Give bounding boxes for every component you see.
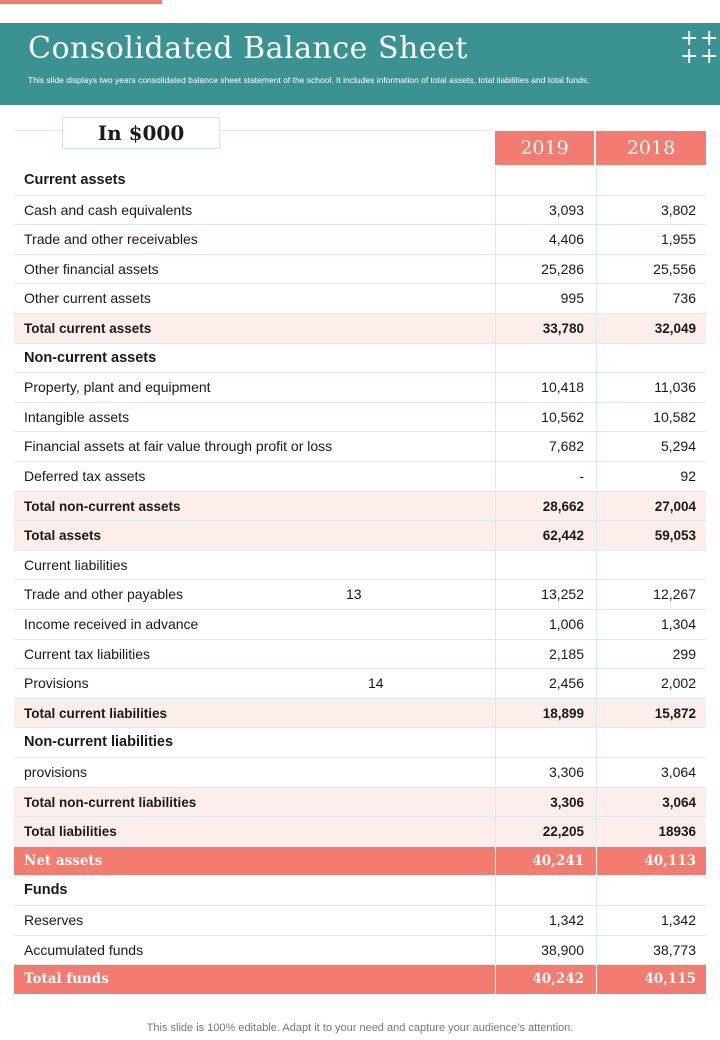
row-label: Total non-current liabilities bbox=[24, 794, 197, 810]
row-label: provisions bbox=[24, 764, 88, 780]
year-header-2019: 2019 bbox=[495, 131, 594, 165]
table-row bbox=[14, 225, 706, 255]
value-2019: - bbox=[495, 462, 594, 491]
row-label: Property, plant and equipment bbox=[24, 379, 211, 396]
row-label: Income received in advance bbox=[24, 616, 199, 632]
value-2019: 13,252 bbox=[495, 580, 594, 609]
value-2018: 10,582 bbox=[596, 403, 706, 432]
table-row bbox=[14, 551, 706, 581]
value-2018: 27,004 bbox=[596, 492, 706, 521]
total-row bbox=[14, 699, 706, 729]
value-2018: 3,064 bbox=[596, 788, 706, 817]
table-row bbox=[14, 669, 706, 699]
value-2018: 11,036 bbox=[596, 373, 706, 402]
row-label: Total current assets bbox=[24, 321, 152, 336]
row-label: Accumulated funds bbox=[24, 941, 144, 958]
unit-label: In $000 bbox=[62, 117, 220, 149]
value-2018: 15,872 bbox=[596, 699, 706, 728]
value-2019: 7,682 bbox=[495, 432, 594, 461]
row-label: Intangible assets bbox=[24, 408, 130, 425]
footer-note: This slide is 100% editable. Adapt it to your need and capture your audience’s attention. bbox=[146, 1022, 574, 1034]
value-2019: 2,185 bbox=[495, 640, 594, 669]
row-label: Deferred tax assets bbox=[24, 468, 146, 484]
total-row bbox=[14, 521, 706, 551]
value-2018: 5,294 bbox=[596, 432, 706, 461]
value-2019 bbox=[495, 728, 594, 757]
page-title: Consolidated Balance Sheet bbox=[28, 31, 468, 66]
note-reference: 13 bbox=[346, 586, 362, 603]
value-2019: 4,406 bbox=[495, 225, 594, 254]
value-2019: 10,562 bbox=[495, 403, 594, 432]
value-2018: 40,115 bbox=[596, 965, 706, 994]
row-label: Total funds bbox=[24, 971, 109, 988]
table-row bbox=[14, 580, 706, 610]
row-label: Cash and cash equivalents bbox=[24, 201, 193, 218]
value-2018 bbox=[596, 166, 706, 195]
table-row bbox=[14, 462, 706, 492]
value-2019: 3,093 bbox=[495, 196, 594, 225]
value-2019 bbox=[495, 344, 594, 373]
total-row bbox=[14, 965, 706, 995]
value-2019: 10,418 bbox=[495, 373, 594, 402]
total-row bbox=[14, 788, 706, 818]
section-header-row bbox=[14, 728, 706, 758]
row-label: Financial assets at fair value through profit or loss bbox=[24, 438, 333, 455]
value-2019: 33,780 bbox=[495, 314, 594, 343]
value-2019: 62,442 bbox=[495, 521, 594, 550]
divider bbox=[14, 130, 62, 131]
section-header-row bbox=[14, 876, 706, 906]
table-row bbox=[14, 255, 706, 285]
row-label: Reserves bbox=[24, 912, 84, 928]
value-2019: 3,306 bbox=[495, 788, 594, 817]
table-row bbox=[14, 640, 706, 670]
table-row bbox=[14, 403, 706, 433]
table-row bbox=[14, 936, 706, 966]
value-2019: 22,205 bbox=[495, 817, 594, 846]
section-header-row bbox=[14, 166, 706, 196]
value-2018: 2,002 bbox=[596, 669, 706, 698]
row-label: Funds bbox=[24, 882, 68, 899]
value-2018: 736 bbox=[596, 284, 706, 313]
table-row bbox=[14, 284, 706, 314]
value-2018: 40,113 bbox=[596, 847, 706, 876]
value-2018 bbox=[596, 728, 706, 757]
value-2019: 40,242 bbox=[495, 965, 594, 994]
row-label: Trade and other payables bbox=[24, 586, 184, 603]
row-label: Current tax liabilities bbox=[24, 645, 151, 662]
row-label: Net assets bbox=[24, 852, 103, 869]
plus-grid-icon: + + + + bbox=[680, 26, 719, 69]
value-2019 bbox=[495, 166, 594, 195]
value-2019: 40,241 bbox=[495, 847, 594, 876]
header-band bbox=[0, 23, 720, 105]
row-label: Current liabilities bbox=[24, 556, 128, 573]
row-label: Trade and other receivables bbox=[24, 231, 198, 248]
row-label: Provisions bbox=[24, 675, 89, 692]
value-2019 bbox=[495, 551, 594, 580]
value-2018: 25,556 bbox=[596, 255, 706, 284]
value-2018: 12,267 bbox=[596, 580, 706, 609]
value-2019: 1,006 bbox=[495, 610, 594, 639]
table-row bbox=[14, 373, 706, 403]
value-2018 bbox=[596, 876, 706, 905]
total-row bbox=[14, 817, 706, 847]
value-2018: 3,064 bbox=[596, 758, 706, 787]
value-2018 bbox=[596, 551, 706, 580]
top-accent-bar bbox=[0, 0, 162, 4]
value-2019: 3,306 bbox=[495, 758, 594, 787]
section-header-row bbox=[14, 344, 706, 374]
row-label: Total assets bbox=[24, 528, 102, 544]
value-2018: 38,773 bbox=[596, 936, 706, 965]
total-row bbox=[14, 492, 706, 522]
row-label: Non-current liabilities bbox=[24, 734, 174, 751]
row-label: Total liabilities bbox=[24, 824, 117, 840]
value-2019: 25,286 bbox=[495, 255, 594, 284]
value-2018: 32,049 bbox=[596, 314, 706, 343]
value-2018: 299 bbox=[596, 640, 706, 669]
row-label: Other financial assets bbox=[24, 260, 159, 277]
table-row bbox=[14, 610, 706, 640]
value-2019: 28,662 bbox=[495, 492, 594, 521]
note-reference: 14 bbox=[368, 675, 384, 692]
table-row bbox=[14, 906, 706, 936]
value-2019: 18,899 bbox=[495, 699, 594, 728]
value-2018: 92 bbox=[596, 462, 706, 491]
value-2018 bbox=[596, 344, 706, 373]
page-subtitle: This slide displays two years consolidated balance sheet statement of the school. It includes information of total assets, total liabilities and total funds. bbox=[28, 75, 590, 85]
value-2018: 1,342 bbox=[596, 906, 706, 935]
value-2019: 38,900 bbox=[495, 936, 594, 965]
total-row bbox=[14, 847, 706, 877]
row-label: Non-current assets bbox=[24, 349, 157, 366]
table-row bbox=[14, 758, 706, 788]
value-2018: 3,802 bbox=[596, 196, 706, 225]
row-label: Total current liabilities bbox=[24, 705, 168, 721]
value-2018: 59,053 bbox=[596, 521, 706, 550]
table-row bbox=[14, 432, 706, 462]
row-label: Current assets bbox=[24, 172, 126, 188]
value-2019: 2,456 bbox=[495, 669, 594, 698]
year-header-2018: 2018 bbox=[596, 131, 706, 165]
divider bbox=[220, 130, 494, 131]
row-label: Other current assets bbox=[24, 290, 151, 307]
value-2018: 1,955 bbox=[596, 225, 706, 254]
value-2019: 1,342 bbox=[495, 906, 594, 935]
row-label: Total non-current assets bbox=[24, 498, 181, 514]
table-row bbox=[14, 196, 706, 226]
value-2019 bbox=[495, 876, 594, 905]
value-2018: 1,304 bbox=[596, 610, 706, 639]
value-2018: 18936 bbox=[596, 817, 706, 846]
value-2019: 995 bbox=[495, 284, 594, 313]
total-row bbox=[14, 314, 706, 344]
